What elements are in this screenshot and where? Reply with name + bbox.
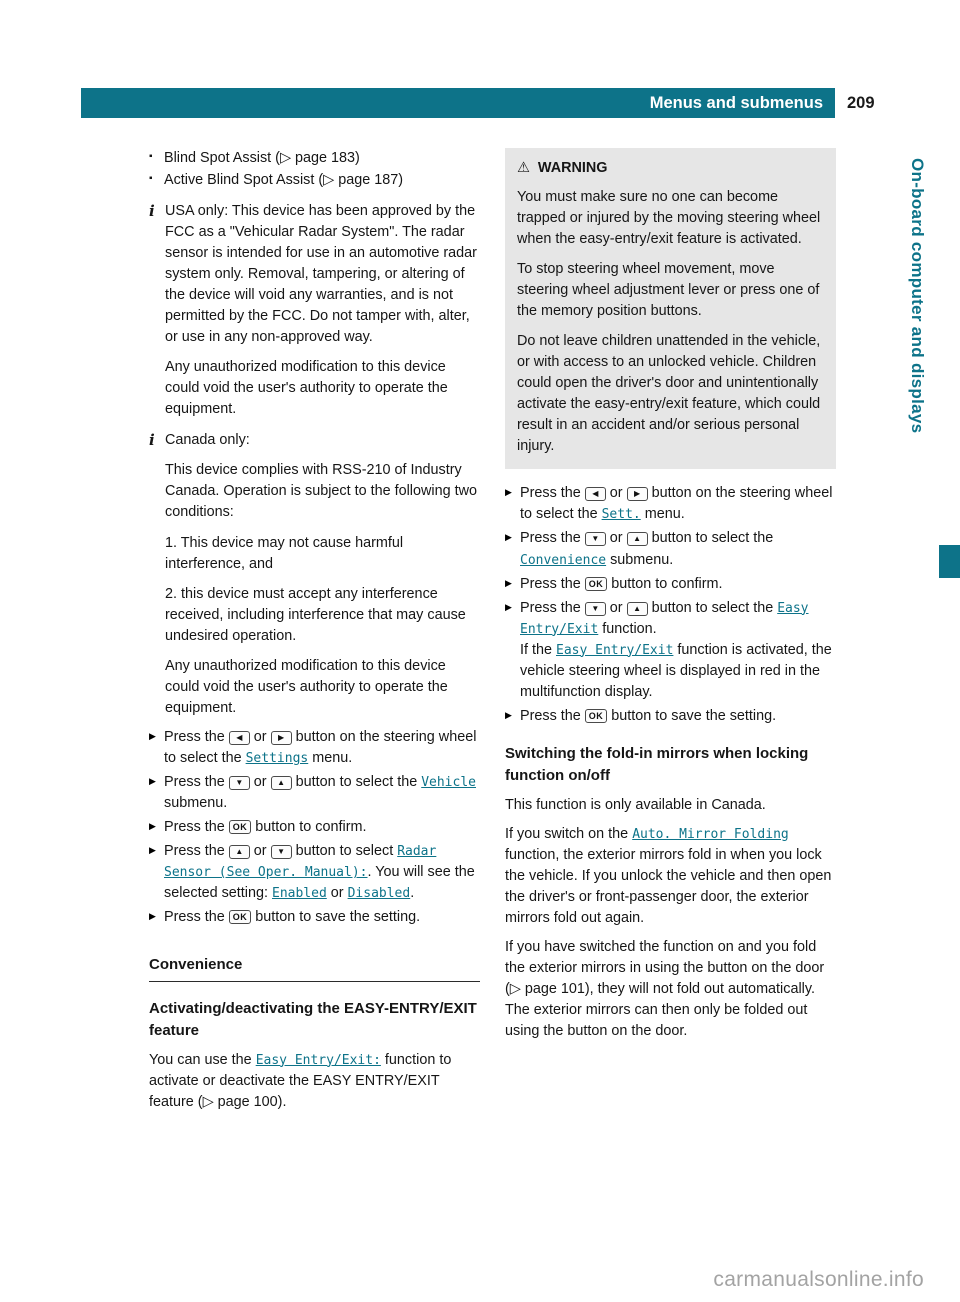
down-button-icon: ▼ xyxy=(271,845,292,859)
ok-button-icon: OK xyxy=(585,577,608,591)
info-icon: i xyxy=(149,202,155,221)
paragraph: This function is only available in Canada. xyxy=(505,796,766,813)
warning-title xyxy=(517,158,824,179)
chapter-tab-label: On-board computer and displays xyxy=(908,158,927,434)
info-paragraph: 2. this device must accept any interference received, including interference that may cause undesired operation. xyxy=(165,585,466,644)
instruction-step xyxy=(149,841,480,904)
paragraph: If you have switched the function on and you fold the exterior mirrors in using the button on the door (▷ page 101), they will not fold out automatically. The exterior mirrors can then only be folded out using the button on the door. xyxy=(505,938,825,1039)
step-arrow-icon: ▶ xyxy=(149,820,156,831)
up-button-icon: ▲ xyxy=(627,532,648,546)
instruction-step xyxy=(505,598,836,703)
warning-icon: ⚠ xyxy=(517,160,530,176)
ok-button-icon: OK xyxy=(229,820,252,834)
display-code-text: Convenience xyxy=(520,552,607,568)
warning-box xyxy=(505,148,836,469)
step-text: Press the ◀ or ▶ button on the steering wheel to select the Sett. menu. xyxy=(520,485,833,523)
info-paragraph: This device complies with RSS-210 of Industry Canada. Operation is subject to the following two conditions: xyxy=(165,462,477,521)
step-arrow-icon: ▶ xyxy=(149,730,156,741)
bullet-icon: ▪ xyxy=(149,151,153,162)
warning-paragraph: You must make sure no one can become trapped or injured by the moving steering wheel when the easy-entry/exit feature is activated. xyxy=(517,189,821,248)
section-heading: Convenience xyxy=(149,954,480,982)
ok-button-icon: OK xyxy=(229,910,252,924)
warning-paragraph: Do not leave children unattended in the vehicle, or with access to an unlocked vehicle. Children could open the driver's door and unintentionally activate the easy-entry/exit feature, which could result in an accident and/or serious personal injury. xyxy=(517,333,821,455)
step-text: Press the OK button to save the setting. xyxy=(164,909,421,925)
instruction-step xyxy=(505,574,836,595)
bullet-item xyxy=(149,170,480,191)
bullet-text: Active Blind Spot Assist (▷ page 187) xyxy=(164,172,404,189)
display-code-text: Enabled xyxy=(272,885,327,901)
info-note xyxy=(149,430,480,718)
info-paragraph: Any unauthorized modification to this device could void the user's authority to operate the equipment. xyxy=(165,657,448,716)
step-text: Press the ◀ or ▶ button on the steering wheel to select the Settings menu. xyxy=(164,728,477,766)
bullet-icon: ▪ xyxy=(149,173,153,185)
step-arrow-icon: ▶ xyxy=(505,601,512,612)
instruction-step xyxy=(505,528,836,570)
step-text: Press the ▼ or ▲ button to select the Easy Entry/Exit function. If the Easy Entry/Exit function is activated, the vehicle steering wheel is displayed in red in the multifunction display. xyxy=(520,599,832,700)
step-arrow-icon: ▶ xyxy=(149,911,156,921)
instruction-step xyxy=(149,727,480,769)
bullet-text: Blind Spot Assist (▷ page 183) xyxy=(164,150,360,166)
step-arrow-icon: ▶ xyxy=(505,487,512,498)
left-button-icon: ◀ xyxy=(585,487,606,501)
paragraph: If you switch on the Auto. Mirror Folding function, the exterior mirrors fold in when you lock the vehicle. If you unlock the vehicle and then open the driver's or front-passenger door, the exterior mirrors fold out again. xyxy=(505,825,832,926)
info-paragraph: Canada only: xyxy=(165,432,250,449)
warning-title-text: WARNING xyxy=(537,160,608,176)
down-button-icon: ▼ xyxy=(229,776,250,790)
step-text: Press the ▼ or ▲ button to select the Convenience submenu. xyxy=(520,530,774,568)
bullet-item xyxy=(149,148,480,169)
display-code-text: Easy Entry/Exit xyxy=(556,642,674,658)
display-code-text: Vehicle xyxy=(421,774,476,790)
up-button-icon: ▲ xyxy=(229,845,250,859)
step-text: Press the ▼ or ▲ button to select the Vehicle submenu. xyxy=(164,773,476,811)
info-text xyxy=(165,201,480,420)
watermark-text: carmanualsonline.info xyxy=(713,1268,924,1291)
sub-heading: Switching the fold-in mirrors when locking function on/off xyxy=(505,744,809,784)
paragraph: You can use the Easy Entry/Exit: function to activate or deactivate the EASY ENTRY/EXIT feature (▷ page 100). xyxy=(149,1051,452,1110)
display-code-text: Easy Entry/Exit: xyxy=(255,1052,381,1068)
step-text: Press the OK button to save the setting. xyxy=(520,707,777,724)
step-arrow-icon: ▶ xyxy=(505,577,512,588)
page-number: 209 xyxy=(847,93,875,112)
display-code-text: Settings xyxy=(245,750,309,766)
info-paragraph: USA only: This device has been approved by the FCC as a "Vehicular Radar System". The radar sensor is intended for use in an automotive radar system only. Removal, tampering, or altering of the device will void any warranties, and is not permitted by the FCC. Do not tamper with, alter, or use in any non-approved way. xyxy=(165,203,477,346)
step-arrow-icon: ▶ xyxy=(149,775,156,786)
step-arrow-icon: ▶ xyxy=(505,709,512,720)
info-paragraph: 1. This device may not cause harmful interference, and xyxy=(165,534,404,572)
up-button-icon: ▲ xyxy=(627,602,648,616)
display-code-text: Easy Entry/Exit xyxy=(520,600,809,637)
instruction-step xyxy=(505,706,836,727)
step-arrow-icon: ▶ xyxy=(149,844,156,855)
down-button-icon: ▼ xyxy=(585,532,606,546)
sub-heading: Activating/deactivating the EASY-ENTRY/EXIT feature xyxy=(149,999,477,1039)
warning-paragraph: To stop steering wheel movement, move steering wheel adjustment lever or press one of the memory position buttons. xyxy=(517,261,820,320)
header-bar xyxy=(81,88,835,118)
up-button-icon: ▲ xyxy=(271,776,292,790)
instruction-step xyxy=(149,772,480,814)
info-text xyxy=(165,430,480,718)
right-button-icon: ▶ xyxy=(627,487,648,501)
down-button-icon: ▼ xyxy=(585,602,606,616)
right-column xyxy=(505,148,836,1121)
right-button-icon: ▶ xyxy=(271,731,292,745)
instruction-step xyxy=(149,817,480,838)
left-button-icon: ◀ xyxy=(229,731,250,745)
step-text: Press the ▲ or ▼ button to select Radar Sensor (See Oper. Manual):. You will see the selected setting: Enabled or Disabled. xyxy=(164,842,475,901)
display-code-text: Radar Sensor (See Oper. Manual): xyxy=(164,843,437,880)
info-note xyxy=(149,201,480,420)
page-title: Menus and submenus xyxy=(649,93,823,112)
page-content xyxy=(149,148,836,1121)
step-text: Press the OK button to confirm. xyxy=(164,818,367,835)
chapter-tab-marker xyxy=(939,545,960,578)
instruction-step xyxy=(505,483,836,525)
left-column xyxy=(149,148,480,1121)
info-icon: i xyxy=(149,431,155,450)
display-code-text: Sett. xyxy=(601,507,641,523)
instruction-step xyxy=(149,907,480,928)
ok-button-icon: OK xyxy=(585,709,608,723)
display-code-text: Disabled xyxy=(347,885,411,901)
step-arrow-icon: ▶ xyxy=(505,532,512,543)
display-code-text: Auto. Mirror Folding xyxy=(632,826,789,842)
step-text: Press the OK button to confirm. xyxy=(520,575,723,592)
info-paragraph: Any unauthorized modification to this device could void the user's authority to operate the equipment. xyxy=(165,359,448,418)
